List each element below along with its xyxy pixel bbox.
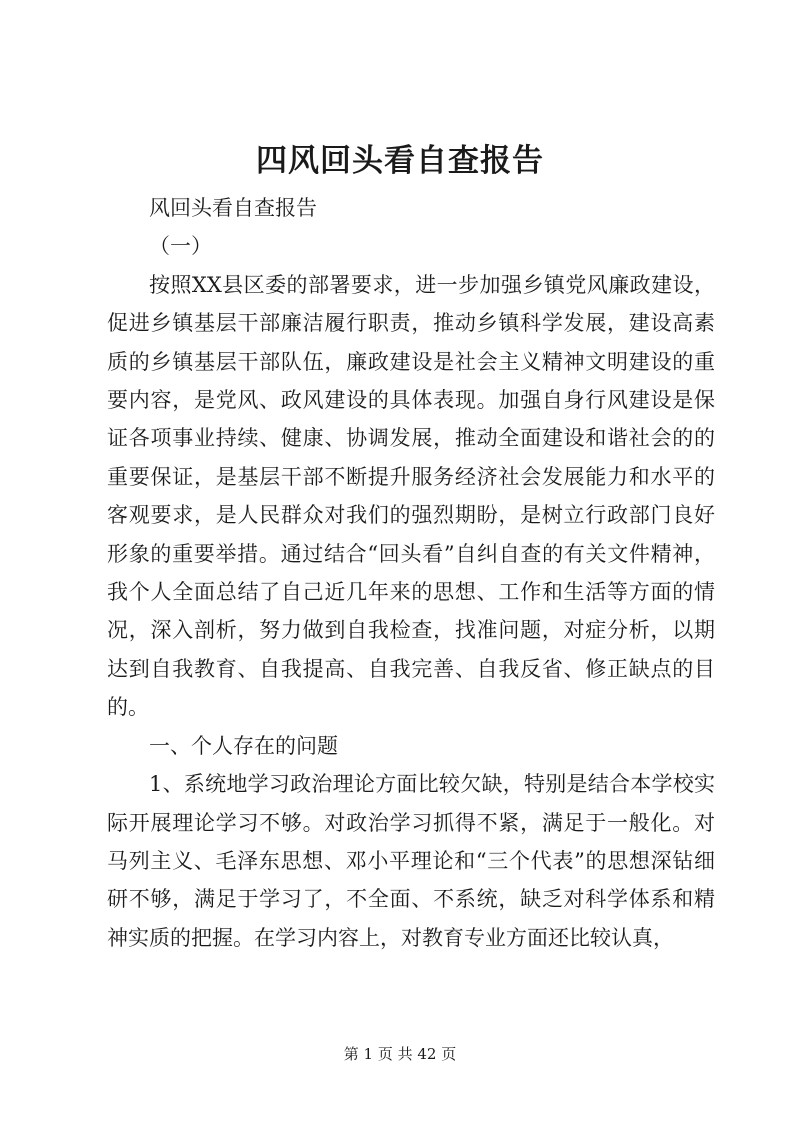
problem-paragraph-1: 1、系统地学习政治理论方面比较欠缺，特别是结合本学校实际开展理论学习不够。对政治学习抓得不紧，满足于一般化。对马列主义、毛泽东思想、邓小平理论和“三个代表”的思想深钻细研不够，满足于学习了，不全面、不系统，缺乏对科学体系和精神实质的把握。在学习内容上，对教育专业方面还比较认真， xyxy=(107,772,715,950)
section-heading: 一、个人存在的问题 xyxy=(149,733,338,758)
document-title: 四风回头看自查报告 xyxy=(256,143,544,179)
section-number-paragraph: （一） xyxy=(149,234,212,259)
page-footer: 第 1 页 共 42 页 xyxy=(343,1045,457,1063)
subtitle-paragraph: 风回头看自查报告 xyxy=(149,196,317,220)
document-body xyxy=(107,189,715,957)
intro-paragraph: 按照XX县区委的部署要求，进一步加强乡镇党风廉政建设，促进乡镇基层干部廉洁履行职责，推动乡镇科学发展，建设高素质的乡镇基层干部队伍，廉政建设是社会主义精神文明建设的重要内容，是党风、政风建设的具体表现。加强自身行风建设是保证各项事业持续、健康、协调发展，推动全面建设和谐社会的的重要保证，是基层干部不断提升服务经济社会发展能力和水平的客观要求，是人民群众对我们的强烈期盼，是树立行政部门良好形象的重要举措。通过结合“回头看”自纠自查的有关文件精神，我个人全面总结了自己近几年来的思想、工作和生活等方面的情况，深入剖析，努力做到自我检查，找准问题，对症分析，以期达到自我教育、自我提高、自我完善、自我反省、修正缺点的目的。 xyxy=(107,272,715,720)
